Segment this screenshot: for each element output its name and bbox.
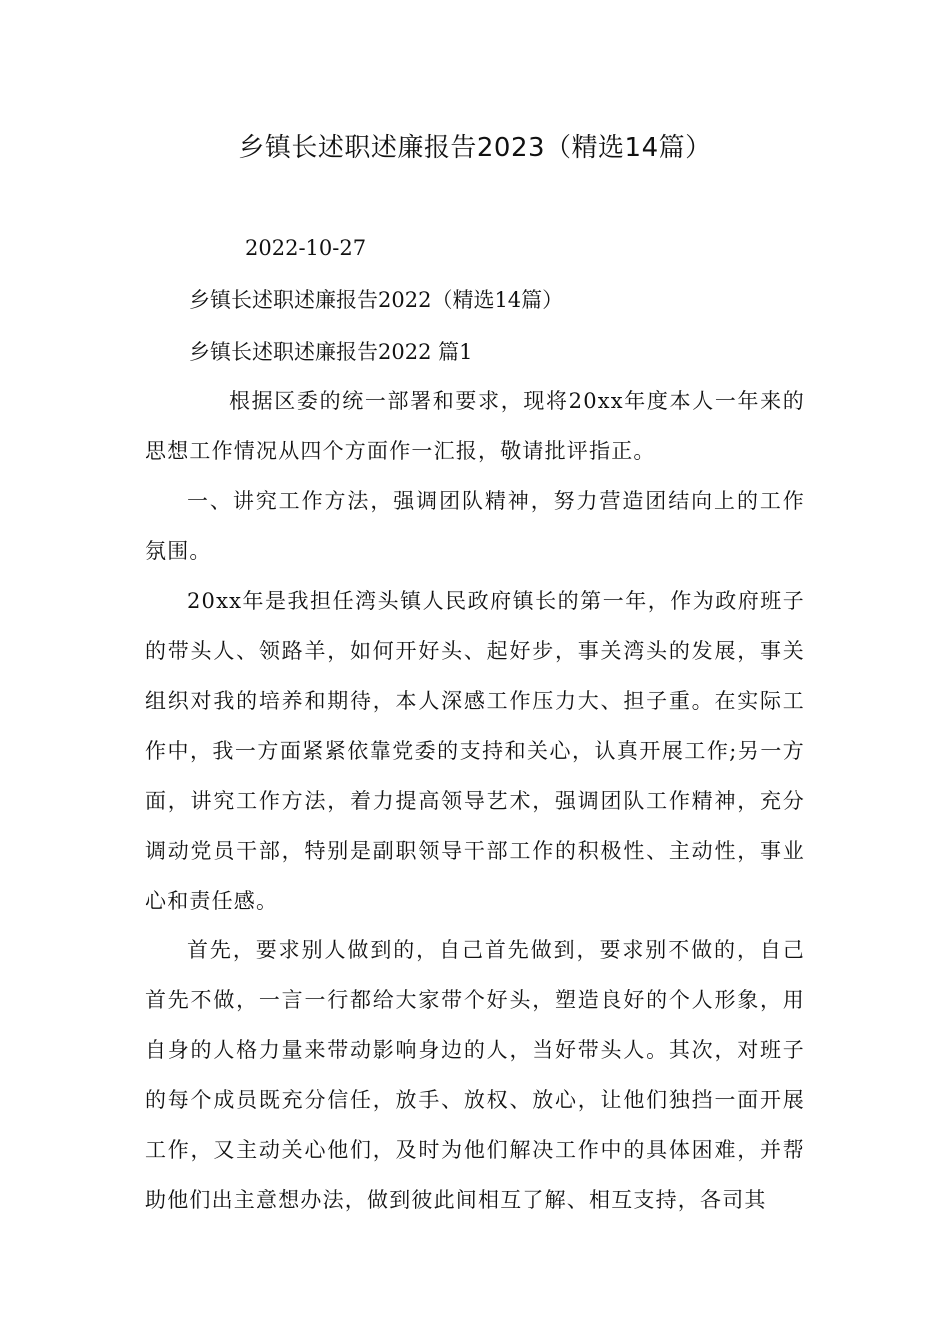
paragraph-body-two: 首先，要求别人做到的，自己首先做到，要求别不做的，自己首先不做，一言一行都给大家带个好头，塑造良好的个人形象，用自身的人格力量来带动影响身边的人，当好带头人。其次，对班子的每个成员既充分信任，放手、放权、放心，让他们独挡一面开展工作，又主动关心他们，及时为他们解决工作中的具体困难，并帮助他们出主意想办法，做到彼此间相互了解、相互支持，各司其 <box>145 938 805 1212</box>
paragraph-heading-one: 一、讲究工作方法，强调团队精神，努力营造团结向上的工作氛围。 <box>145 489 805 563</box>
section-heading: 乡镇长述职述廉报告2022 篇1 <box>189 340 473 364</box>
document-subtitle: 乡镇长述职述廉报告2022（精选14篇） <box>189 288 564 312</box>
document-title: 乡镇长述职述廉报告2023（精选14篇） <box>238 133 712 163</box>
paragraph-body-one: 20xx年是我担任湾头镇人民政府镇长的第一年，作为政府班子的带头人、领路羊，如何开好头、起好步，事关湾头的发展，事关组织对我的培养和期待，本人深感工作压力大、担子重。在实际工作中，我一方面紧紧依靠党委的支持和关心，认真开展工作;另一方面，讲究工作方法，着力提高领导艺术，强调团队工作精神，充分调动党员干部，特别是副职领导干部工作的积极性、主动性，事业心和责任感。 <box>145 589 805 913</box>
paragraph-intro: 根据区委的统一部署和要求，现将20xx年度本人一年来的思想工作情况从四个方面作一汇报，敬请批评指正。 <box>145 389 805 463</box>
document-date: 2022-10-27 <box>245 236 367 260</box>
